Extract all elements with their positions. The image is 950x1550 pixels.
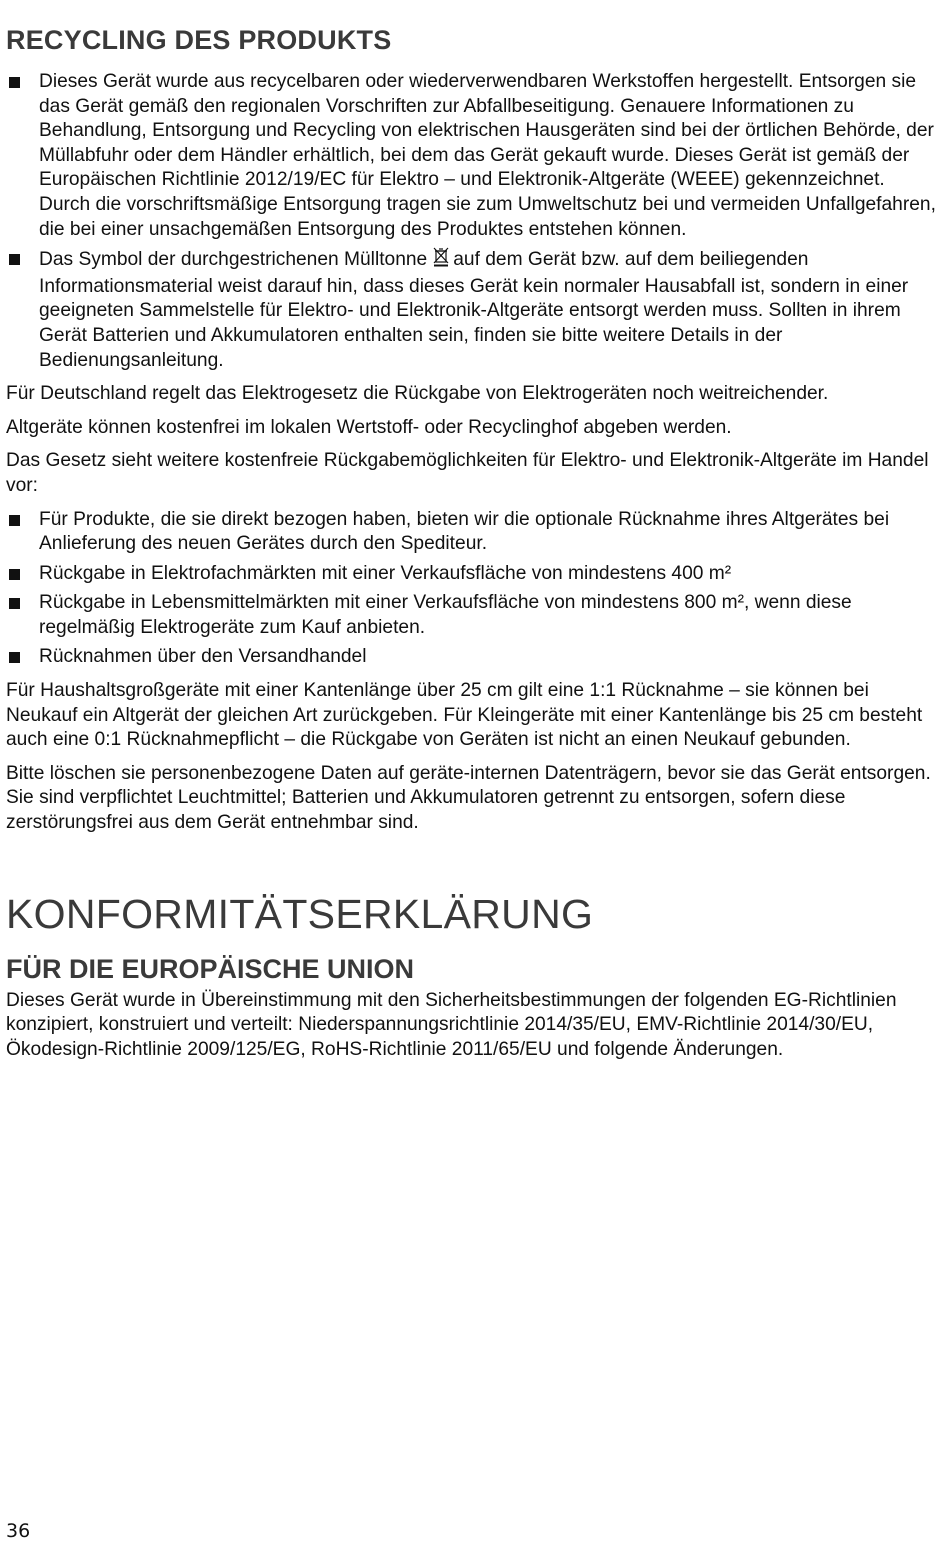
list-item [6,591,936,640]
return-option-text: Für Produkte, die sie direkt bezogen haben, bieten wir die optionale Rücknahme ihres Altgerätes bei Anlieferung des neuen Gerätes durch den Spediteur. [39,508,890,555]
list-item [6,247,936,373]
return-option-text: Rückgabe in Elektrofachmärkten mit einer Verkaufsfläche von mindestens 400 m² [39,562,732,584]
conformity-paragraph: Dieses Gerät wurde in Übereinstimmung mit den Sicherheitsbestimmungen der folgenden EG-Richtlinien konzipiert, konstruiert und verteilt: Niederspannungsrichtlinie 2014/35/EU, EMV-Richtlinie 2014/30/EU, Ökodesign-Richtlinie 2009/125/EG, RoHS-Richtlinie 2011/65/EU und folgende Änderungen. [6,989,897,1060]
delete-data-paragraph: Bitte löschen sie personenbezogene Daten auf geräte-internen Datenträgern, bevor sie das Gerät entsorgen. Sie sind verpflichtet Leuchtmittel; Batterien und Akkumulatoren getrennt zu entsorgen, sofern diese zerstörungsfrei aus dem Gerät entnehmbar sind. [6,762,931,834]
section-spacer [6,939,936,951]
list-item [6,562,936,587]
square-bullet-icon [9,77,20,88]
recycling-heading: RECYCLING DES PRODUKTS [6,25,392,55]
free-return-paragraph: Altgeräte können kostenfrei im lokalen Wertstoff- oder Recyclinghof abgeben werden. [6,416,732,438]
page-number: 36 [6,1520,31,1542]
recycling-bullet-2-text-end: auf dem Gerät bzw. auf dem beiliegenden Informationsmaterial weist darauf hin, dass dieses Gerät kein normaler Hausabfall ist, sondern in einer geeigneten Sammelstelle für Elektro- und Elektronik-Altgeräte entsorgt werden muss. Sollten in ihrem Gerät Batterien und Akkumulatoren enthalten sein, finden sie bitte weitere Details in der Bedienungsanleitung. [39,249,909,371]
eu-subheading: FÜR DIE EUROPÄISCHE UNION [6,953,415,984]
return-options-list [6,508,936,671]
list-item [6,508,936,557]
conformity-heading: KONFORMITÄTSERKLÄRUNG [6,890,594,937]
square-bullet-icon [9,254,20,265]
crossed-out-wheelie-bin-icon [433,247,449,275]
square-bullet-icon [9,652,20,663]
large-appliances-paragraph: Für Haushaltsgroßgeräte mit einer Kantenlänge über 25 cm gilt eine 1:1 Rücknahme – sie können bei Neukauf ein Altgerät der gleichen Art zurückgeben. Für Kleingeräte mit einer Kantenlänge bis 25 cm besteht auch eine 0:1 Rücknahmepflicht – die Rückgabe von Geräten ist nicht an einen Neukauf gebunden. [6,680,923,751]
return-option-text: Rückgabe in Lebensmittelmärkten mit einer Verkaufsfläche von mindestens 800 m², wenn diese regelmäßig Elektrogeräte zum Kauf anbieten. [39,592,852,638]
recycling-bullet-list [6,70,936,373]
list-item [6,70,936,242]
recycling-bullet-2-text-start: Das Symbol der durchgestrichenen Mülltonne [39,249,428,271]
square-bullet-icon [9,515,20,526]
square-bullet-icon [9,569,20,580]
document-page [6,22,936,1071]
recycling-bullet-1-text: Dieses Gerät wurde aus recycelbaren oder wiederverwendbaren Werkstoffen hergestellt. Entsorgen sie das Gerät gemäß den regionalen Vorschriften zur Abfallbeseitigung. Genauere Informationen zu Behandlung, Entsorgung und Recycling von elektrischen Hausgeräten sind bei der örtlichen Behörde, der Müllabfuhr oder dem Händler erhältlich, bei dem das Gerät gekauft wurde. Dieses Gerät ist gemäß der Europäischen Richtlinie 2012/19/EC für Elektro – und Elektronik-Altgeräte (WEEE) gekennzeichnet. Durch die vorschriftsmäßige Entsorgung tragen sie zum Umweltschutz bei und vermeiden Unfallgefahren, die bei einer unsachgemäßen Entsorgung des Produktes entstehen können. [39,71,936,240]
section-spacer [6,845,936,889]
square-bullet-icon [9,598,20,609]
list-item [6,645,936,670]
return-option-text: Rücknahmen über den Versandhandel [39,646,367,668]
law-paragraph: Das Gesetz sieht weitere kostenfreie Rückgabemöglichkeiten für Elektro- und Elektronik-Altgeräte im Handel vor: [6,450,929,496]
germany-paragraph: Für Deutschland regelt das Elektrogesetz die Rückgabe von Elektrogeräten noch weitreichender. [6,383,829,405]
